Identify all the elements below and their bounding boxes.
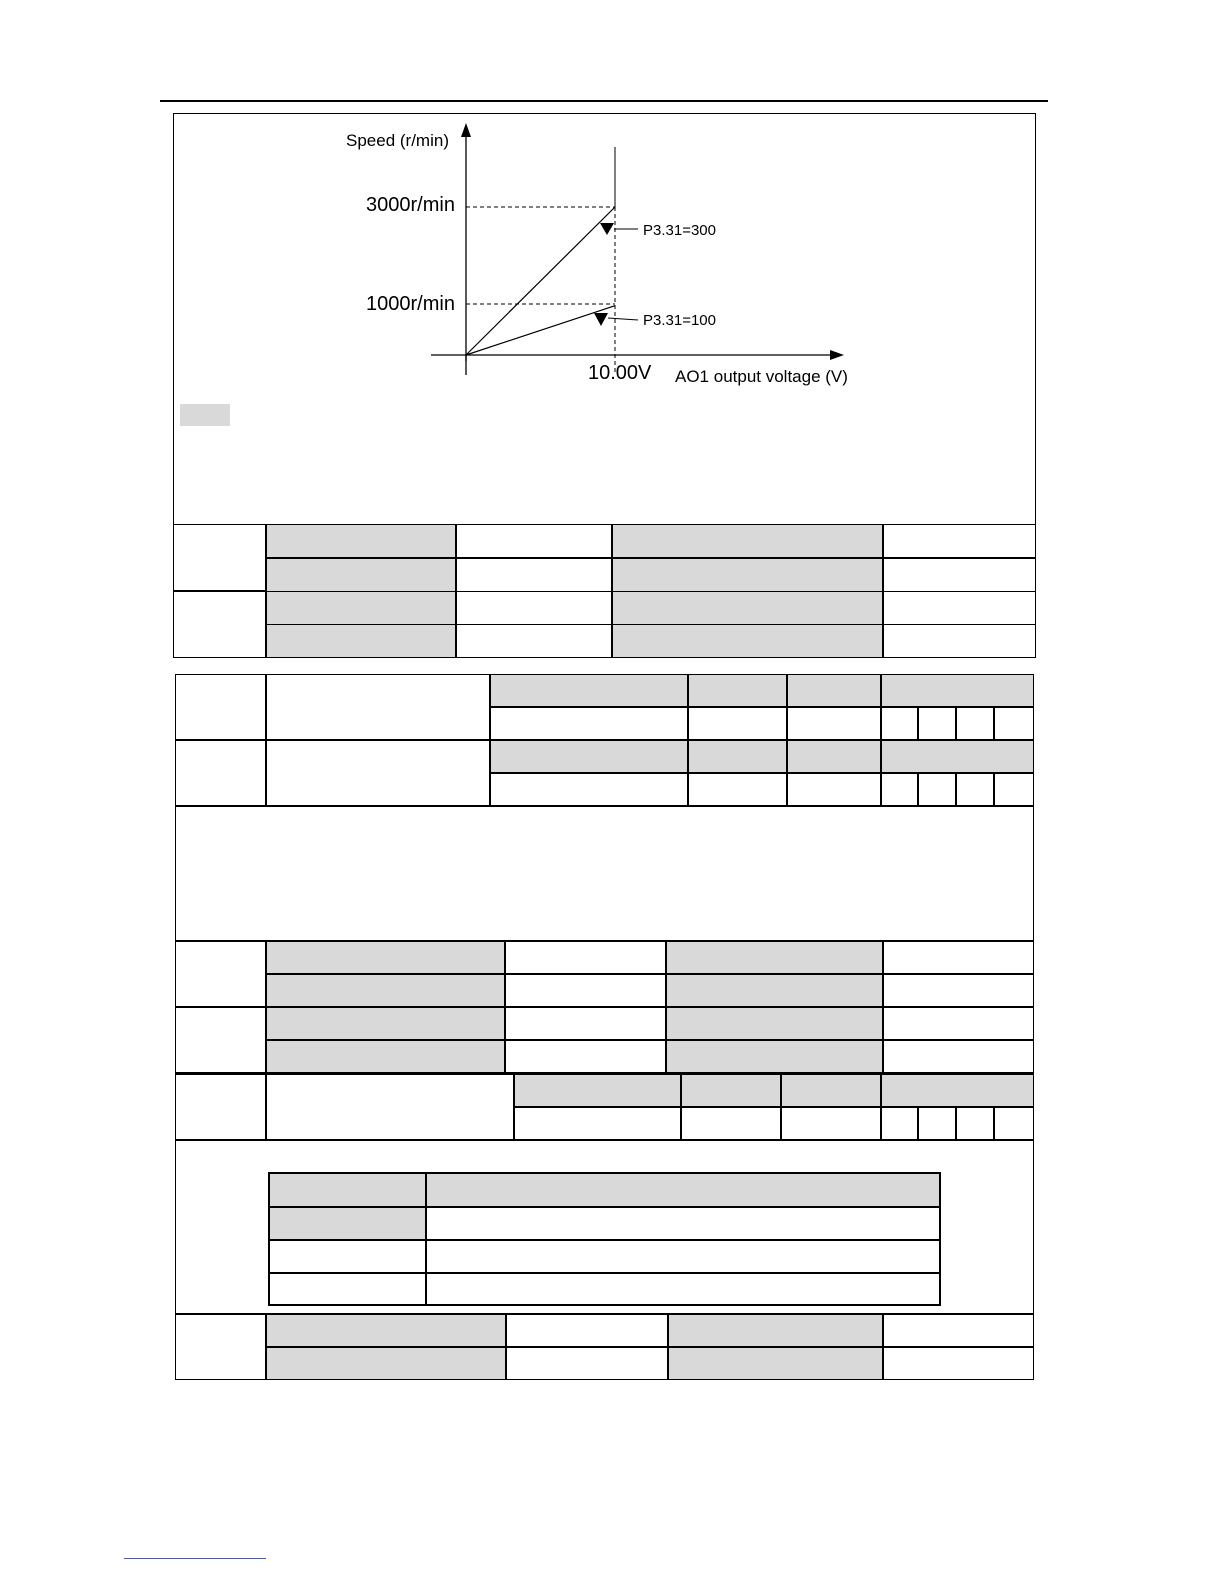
param-label-cell	[175, 941, 266, 1007]
param-field-value	[883, 1314, 1034, 1347]
pointer-arrow-100	[594, 313, 608, 326]
settings-table-cell	[269, 1240, 426, 1273]
param-name-cell	[266, 674, 490, 740]
param-field-value	[456, 558, 612, 592]
mode-box	[881, 773, 918, 806]
settings-table-header	[426, 1173, 940, 1207]
y-tick-3000: 3000r/min	[366, 194, 455, 216]
param-field-label	[266, 591, 456, 625]
param-field-label	[612, 524, 883, 558]
param-name-cell	[266, 740, 490, 806]
param-field-label	[666, 974, 883, 1007]
param-field-label	[266, 624, 456, 658]
param-field-label	[266, 558, 456, 592]
param-field-value	[505, 974, 666, 1007]
param-field-label	[668, 1314, 883, 1347]
attr-value	[490, 707, 688, 740]
x-tick-10v: 10.00V	[588, 362, 652, 384]
series-line-p331-300	[466, 207, 615, 355]
mode-box	[881, 707, 918, 740]
param-field-value	[505, 1040, 666, 1073]
param-field-value	[883, 524, 1036, 558]
param-field-value	[506, 1314, 668, 1347]
param-label-cell	[173, 591, 266, 658]
settings-table-cell	[426, 1240, 940, 1273]
pointer-leader-100	[608, 318, 638, 320]
mode-box	[956, 773, 994, 806]
legend-label-100: P3.31=100	[643, 312, 716, 329]
param-field-value	[883, 591, 1036, 625]
y-axis-title: Speed (r/min)	[346, 131, 449, 150]
description-area	[175, 806, 1034, 941]
note-chip	[180, 404, 230, 426]
param-name-cell	[266, 1074, 514, 1140]
mode-box	[994, 773, 1034, 806]
attr-header	[881, 1074, 1034, 1107]
param-field-value	[505, 941, 666, 974]
y-tick-1000: 1000r/min	[366, 293, 455, 315]
x-axis-title: AO1 output voltage (V)	[675, 367, 848, 386]
attr-header	[688, 674, 787, 707]
attr-value	[787, 707, 881, 740]
param-field-value	[505, 1007, 666, 1040]
param-field-label	[266, 941, 505, 974]
param-field-label	[612, 591, 883, 625]
param-field-value	[883, 974, 1034, 1007]
settings-table-header	[269, 1173, 426, 1207]
attr-header	[514, 1074, 681, 1107]
footer-rule	[124, 1558, 266, 1559]
param-field-value	[883, 1040, 1034, 1073]
attr-header	[787, 674, 881, 707]
header-rule	[160, 100, 1048, 102]
attr-value	[787, 773, 881, 806]
attr-header	[490, 674, 688, 707]
mode-box	[918, 773, 956, 806]
param-field-value	[456, 624, 612, 658]
mode-box	[956, 707, 994, 740]
mode-box	[918, 707, 956, 740]
attr-header	[881, 740, 1034, 773]
settings-table-cell	[269, 1273, 426, 1305]
param-field-value	[456, 591, 612, 625]
param-field-label	[266, 524, 456, 558]
attr-header	[688, 740, 787, 773]
param-field-value	[883, 1347, 1034, 1380]
settings-table-cell	[426, 1207, 940, 1240]
param-label-cell	[175, 1007, 266, 1073]
param-field-value	[883, 558, 1036, 592]
attr-value	[514, 1107, 681, 1140]
attr-header	[490, 740, 688, 773]
param-field-label	[666, 1007, 883, 1040]
settings-table-cell	[426, 1273, 940, 1305]
legend-label-300: P3.31=300	[643, 222, 716, 239]
attr-value	[781, 1107, 881, 1140]
param-label-cell	[175, 1314, 266, 1380]
param-id-cell	[175, 740, 266, 806]
attr-value	[490, 773, 688, 806]
attr-value	[681, 1107, 781, 1140]
settings-table-cell	[269, 1207, 426, 1240]
y-axis-arrow	[461, 123, 471, 137]
param-field-label	[612, 558, 883, 592]
attr-header	[781, 1074, 881, 1107]
param-field-value	[883, 1007, 1034, 1040]
param-field-value	[883, 941, 1034, 974]
param-label-cell	[173, 524, 266, 591]
param-field-label	[266, 1347, 506, 1380]
attr-header	[681, 1074, 781, 1107]
param-id-cell	[175, 1074, 266, 1140]
param-field-label	[266, 974, 505, 1007]
attr-header	[881, 674, 1034, 707]
attr-header	[787, 740, 881, 773]
attr-value	[688, 773, 787, 806]
param-field-label	[666, 1040, 883, 1073]
param-field-value	[506, 1347, 668, 1380]
series-line-p331-100	[466, 306, 615, 355]
speed-voltage-chart	[173, 113, 1036, 525]
param-field-label	[266, 1040, 505, 1073]
mode-box	[881, 1107, 918, 1140]
param-field-value	[456, 524, 612, 558]
param-field-label	[666, 941, 883, 974]
param-field-label	[266, 1007, 505, 1040]
mode-box	[918, 1107, 956, 1140]
mode-box	[994, 707, 1034, 740]
param-id-cell	[175, 674, 266, 740]
mode-box	[956, 1107, 994, 1140]
param-field-value	[883, 624, 1036, 658]
param-field-label	[668, 1347, 883, 1380]
attr-value	[688, 707, 787, 740]
mode-box	[994, 1107, 1034, 1140]
x-axis-arrow	[830, 350, 844, 360]
param-field-label	[612, 624, 883, 658]
pointer-arrow-300	[600, 223, 614, 235]
param-field-label	[266, 1314, 506, 1347]
